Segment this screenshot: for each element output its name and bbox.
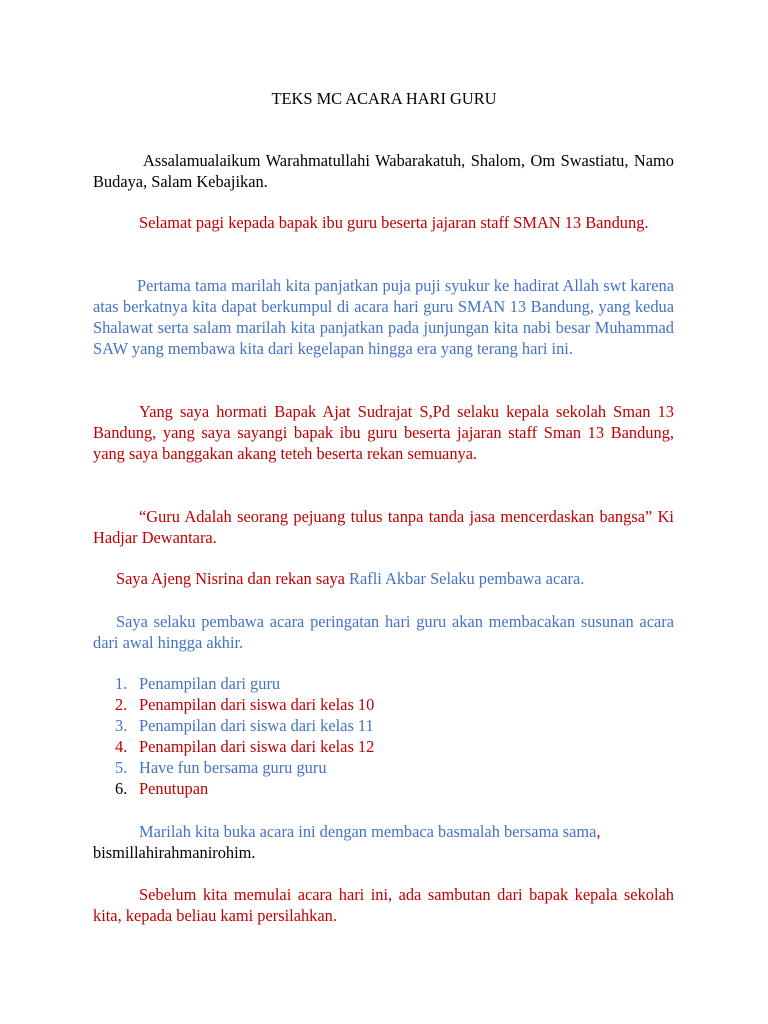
basmalah-comma: , <box>596 822 601 841</box>
agenda-item-number: 5. <box>115 758 128 777</box>
agenda-item-number: 1. <box>115 674 128 693</box>
welcome-paragraph <box>93 212 674 233</box>
agenda-item <box>93 778 653 799</box>
closing-text: Sebelum kita memulai acara hari ini, ada sambutan dari bapak kepala sekolah kita, kepada beliau kami persilahkan. <box>93 885 674 925</box>
agenda-item-text: Have fun bersama guru guru <box>139 758 327 777</box>
respect-paragraph <box>93 401 674 464</box>
agenda-item <box>93 694 653 715</box>
respect-text: Yang saya hormati Bapak Ajat Sudrajat S,Pd selaku kepala sekolah Sman 13 Bandung, yang saya sayangi bapak ibu guru beserta jajaran staff Sman 13 Bandung, yang saya banggakan akang teteh beserta rekan semuanya. <box>93 402 674 463</box>
agenda-item-number: 6. <box>115 779 128 798</box>
agenda-item-text: Penampilan dari siswa dari kelas 11 <box>139 716 374 735</box>
greeting-text: Assalamualaikum Warahmatullahi Wabarakatuh, Shalom, Om Swastiatu, Namo Budaya, Salam Kebajikan. <box>93 151 674 191</box>
agenda-list <box>93 673 653 799</box>
agenda-item <box>93 736 653 757</box>
basmalah-black-text: bismillahirahmanirohim. <box>93 843 256 862</box>
agenda-item-number: 3. <box>115 716 128 735</box>
agenda-item-text: Penampilan dari siswa dari kelas 10 <box>139 695 375 714</box>
mc-intro-blue-text: Rafli Akbar Selaku pembawa acara. <box>349 569 585 588</box>
agenda-intro-paragraph <box>93 611 674 653</box>
closing-paragraph <box>93 884 674 926</box>
quote-text: “Guru Adalah seorang pejuang tulus tanpa tanda jasa mencerdaskan bangsa” Ki Hadjar Dewantara. <box>93 507 674 547</box>
agenda-item-text: Penampilan dari guru <box>139 674 281 693</box>
welcome-text: Selamat pagi kepada bapak ibu guru beserta jajaran staff SMAN 13 Bandung. <box>139 213 649 232</box>
agenda-item-number: 4. <box>115 737 128 756</box>
agenda-item <box>93 673 653 694</box>
agenda-intro-text: Saya selaku pembawa acara peringatan hari guru akan membacakan susunan acara dari awal hingga akhir. <box>93 612 674 652</box>
greeting-paragraph <box>93 150 674 192</box>
agenda-item-text: Penutupan <box>139 779 209 798</box>
opening-prayer-text: Pertama tama marilah kita panjatkan puja puji syukur ke hadirat Allah swt karena atas berkatnya kita dapat berkumpul di acara hari guru SMAN 13 Bandung, yang kedua Shalawat serta salam marilah kita panjatkan pada junjungan kita nabi besar Muhammad SAW yang membawa kita dari kegelapan hingga era yang terang hari ini. <box>93 276 674 358</box>
basmalah-blue-text: Marilah kita buka acara ini dengan membaca basmalah bersama sama <box>139 822 597 841</box>
mc-intro-red-text: Saya Ajeng Nisrina dan rekan saya <box>116 569 350 588</box>
mc-intro-paragraph <box>93 568 674 589</box>
quote-paragraph <box>93 506 674 548</box>
agenda-item-number: 2. <box>115 695 128 714</box>
document-title: TEKS MC ACARA HARI GURU <box>271 89 497 108</box>
agenda-item-text: Penampilan dari siswa dari kelas 12 <box>139 737 375 756</box>
opening-prayer-paragraph <box>93 275 674 359</box>
agenda-item <box>93 757 653 778</box>
basmalah-paragraph <box>93 821 674 863</box>
agenda-item <box>93 715 653 736</box>
